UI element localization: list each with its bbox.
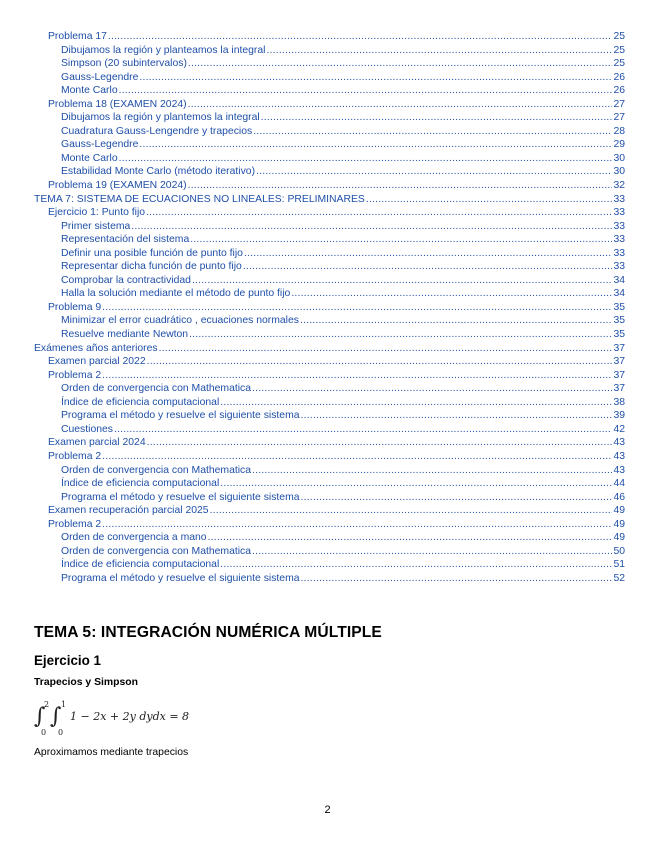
toc-entry-page: 34	[613, 288, 625, 300]
toc-entry[interactable]	[0, 369, 655, 383]
toc-entry-page: 33	[613, 234, 625, 246]
toc-dot-leader	[244, 247, 612, 261]
toc-dot-leader	[252, 464, 612, 478]
toc-entry[interactable]	[0, 193, 655, 207]
toc-entry[interactable]	[0, 531, 655, 545]
toc-dot-leader	[301, 572, 612, 586]
toc-dot-leader	[147, 355, 612, 369]
toc-entry-page: 35	[613, 315, 625, 327]
toc-entry-title: Gauss-Legendre	[61, 139, 139, 151]
toc-entry-page: 37	[613, 383, 625, 395]
toc-entry-title: Problema 9	[48, 301, 102, 313]
toc-entry[interactable]	[0, 301, 655, 315]
toc-entry[interactable]	[0, 111, 655, 125]
toc-entry-page: 37	[613, 356, 625, 368]
toc-entry-title: Exámenes años anteriores	[34, 342, 158, 354]
toc-dot-leader	[146, 206, 612, 220]
toc-entry-page: 35	[613, 329, 625, 341]
toc-dot-leader	[220, 477, 612, 491]
toc-entry[interactable]	[0, 409, 655, 423]
toc-entry-title: Representar dicha función de punto fijo	[61, 261, 242, 273]
toc-entry-page: 30	[613, 152, 625, 164]
toc-entry[interactable]	[0, 179, 655, 193]
toc-entry[interactable]	[0, 138, 655, 152]
toc-entry-page: 51	[613, 559, 625, 571]
toc-entry-title: Índice de eficiencia computacional	[61, 478, 220, 490]
toc-entry-title: Problema 2	[48, 369, 102, 381]
toc-entry-page: 50	[613, 545, 625, 557]
toc-dot-leader	[102, 450, 612, 464]
toc-entry-page: 49	[613, 532, 625, 544]
toc-entry-page: 33	[613, 193, 625, 205]
toc-entry-title: Orden de convergencia con Mathematica	[61, 464, 252, 476]
toc-entry-title: Halla la solución mediante el método de punto fijo	[61, 288, 291, 300]
toc-entry-page: 37	[613, 369, 625, 381]
toc-dot-leader	[114, 423, 612, 437]
toc-entry-page: 42	[613, 423, 625, 435]
toc-entry-page: 25	[613, 44, 625, 56]
outer-lower-limit: 0	[41, 728, 47, 737]
table-of-contents	[0, 30, 655, 585]
toc-entry[interactable]	[0, 314, 655, 328]
toc-entry-title: Programa el método y resuelve el siguiente sistema	[61, 491, 300, 503]
toc-entry-page: 30	[613, 166, 625, 178]
toc-entry-page: 46	[613, 491, 625, 503]
toc-entry[interactable]	[0, 464, 655, 478]
toc-dot-leader	[208, 531, 612, 545]
toc-entry-page: 26	[613, 85, 625, 97]
toc-dot-leader	[253, 125, 612, 139]
toc-dot-leader	[108, 30, 612, 44]
toc-entry-title: Representación del sistema	[61, 234, 190, 246]
toc-entry-title: Orden de convergencia con Mathematica	[61, 545, 252, 557]
toc-entry-page: 33	[613, 247, 625, 259]
toc-dot-leader	[301, 409, 612, 423]
toc-entry-page: 29	[613, 139, 625, 151]
toc-entry-title: Problema 19 (EXAMEN 2024)	[48, 180, 187, 192]
toc-entry-page: 27	[613, 112, 625, 124]
toc-dot-leader	[139, 71, 612, 85]
toc-dot-leader	[252, 545, 612, 559]
toc-entry-page: 37	[613, 342, 625, 354]
toc-entry[interactable]	[0, 572, 655, 586]
toc-entry[interactable]	[0, 84, 655, 98]
toc-entry[interactable]	[0, 477, 655, 491]
toc-entry[interactable]	[0, 382, 655, 396]
toc-dot-leader	[188, 98, 612, 112]
toc-entry-title: Índice de eficiencia computacional	[61, 559, 220, 571]
toc-entry-title: Examen parcial 2024	[48, 437, 146, 449]
toc-entry[interactable]	[0, 491, 655, 505]
toc-dot-leader	[119, 152, 612, 166]
toc-entry-page: 35	[613, 301, 625, 313]
toc-entry-title: Ejercicio 1: Punto fijo	[48, 207, 146, 219]
toc-dot-leader	[190, 233, 612, 247]
toc-entry[interactable]	[0, 328, 655, 342]
toc-entry[interactable]	[0, 165, 655, 179]
toc-entry-title: Estabilidad Monte Carlo (método iterativo)	[61, 166, 256, 178]
toc-entry-title: Resuelve mediante Newton	[61, 329, 189, 341]
toc-entry[interactable]	[0, 233, 655, 247]
toc-dot-leader	[301, 491, 612, 505]
toc-entry[interactable]	[0, 57, 655, 71]
toc-dot-leader	[189, 328, 612, 342]
toc-entry[interactable]	[0, 545, 655, 559]
toc-entry-page: 25	[613, 58, 625, 70]
toc-dot-leader	[102, 301, 612, 315]
toc-entry-title: Cuestiones	[61, 423, 113, 435]
toc-entry-page: 32	[613, 180, 625, 192]
toc-entry-title: Programa el método y resuelve el siguiente sistema	[61, 572, 300, 584]
toc-entry[interactable]	[0, 423, 655, 437]
toc-entry-title: Monte Carlo	[61, 85, 118, 97]
outer-upper-limit: 2	[44, 700, 50, 709]
toc-entry-page: 44	[613, 478, 625, 490]
toc-entry[interactable]	[0, 504, 655, 518]
toc-dot-leader	[102, 369, 612, 383]
toc-entry-page: 33	[613, 207, 625, 219]
toc-entry-title: Problema 2	[48, 518, 102, 530]
toc-entry-title: Problema 17	[48, 31, 107, 42]
toc-entry-page: 25	[613, 31, 625, 42]
toc-entry[interactable]	[0, 152, 655, 166]
toc-dot-leader	[220, 396, 612, 410]
toc-dot-leader	[210, 504, 612, 518]
toc-entry[interactable]	[0, 436, 655, 450]
toc-entry-title: Examen recuperación parcial 2025	[48, 505, 209, 517]
toc-dot-leader	[139, 138, 612, 152]
toc-dot-leader	[131, 220, 612, 234]
toc-entry[interactable]	[0, 125, 655, 139]
toc-dot-leader	[266, 44, 612, 58]
paragraph-text: Aproximamos mediante trapecios	[34, 747, 189, 758]
toc-entry-page: 49	[613, 505, 625, 517]
toc-dot-leader	[192, 274, 612, 288]
toc-entry-title: Orden de convergencia a mano	[61, 532, 207, 544]
toc-entry[interactable]	[0, 342, 655, 356]
toc-entry[interactable]	[0, 206, 655, 220]
integral-sign-inner: ∫	[50, 704, 62, 729]
toc-entry-title: Monte Carlo	[61, 152, 118, 164]
toc-entry-title: Definir una posible función de punto fijo	[61, 247, 243, 259]
toc-entry-title: Minimizar el error cuadrático , ecuaciones normales	[61, 315, 299, 327]
toc-entry-page: 43	[613, 437, 625, 449]
toc-entry-title: TEMA 7: SISTEMA DE ECUACIONES NO LINEALES: PRELIMINARES	[34, 193, 365, 205]
toc-entry-page: 34	[613, 274, 625, 286]
toc-entry-page: 52	[613, 572, 625, 584]
toc-dot-leader	[366, 193, 612, 207]
toc-entry[interactable]	[0, 30, 655, 44]
toc-dot-leader	[256, 165, 612, 179]
toc-dot-leader	[188, 179, 612, 193]
toc-entry[interactable]	[0, 247, 655, 261]
toc-entry-title: Primer sistema	[61, 220, 131, 232]
toc-entry-title: Índice de eficiencia computacional	[61, 396, 220, 408]
subheading: Trapecios y Simpson	[34, 677, 138, 688]
toc-dot-leader	[119, 84, 612, 98]
toc-entry[interactable]	[0, 518, 655, 532]
toc-entry[interactable]	[0, 355, 655, 369]
toc-entry-title: Programa el método y resuelve el siguiente sistema	[61, 410, 300, 422]
toc-entry-page: 49	[613, 518, 625, 530]
toc-entry-title: Problema 18 (EXAMEN 2024)	[48, 98, 187, 110]
toc-entry-title: Gauss-Legendre	[61, 71, 139, 83]
toc-dot-leader	[300, 314, 612, 328]
toc-entry-page: 43	[613, 450, 625, 462]
inner-lower-limit: 0	[58, 728, 64, 737]
toc-entry[interactable]	[0, 287, 655, 301]
toc-entry[interactable]	[0, 396, 655, 410]
toc-dot-leader	[220, 558, 612, 572]
toc-entry[interactable]	[0, 71, 655, 85]
toc-dot-leader	[243, 260, 612, 274]
toc-dot-leader	[188, 57, 612, 71]
section-heading: TEMA 5: INTEGRACIÓN NUMÉRICA MÚLTIPLE	[34, 624, 382, 641]
toc-entry[interactable]	[0, 260, 655, 274]
toc-dot-leader	[252, 382, 612, 396]
toc-dot-leader	[291, 287, 612, 301]
toc-entry-title: Dibujamos la región y planteamos la integral	[61, 44, 266, 56]
toc-entry-title: Orden de convergencia con Mathematica	[61, 383, 252, 395]
toc-entry[interactable]	[0, 220, 655, 234]
double-integral-formula	[34, 698, 234, 738]
toc-entry[interactable]	[0, 44, 655, 58]
toc-entry[interactable]	[0, 98, 655, 112]
toc-entry[interactable]	[0, 450, 655, 464]
toc-entry-title: Dibujamos la región y plantemos la integral	[61, 112, 260, 124]
toc-entry-page: 43	[613, 464, 625, 476]
toc-entry-page: 33	[613, 220, 625, 232]
toc-dot-leader	[102, 518, 612, 532]
toc-entry-title: Comprobar la contractividad	[61, 274, 191, 286]
page-number: 2	[324, 804, 331, 816]
toc-entry[interactable]	[0, 558, 655, 572]
toc-entry-page: 39	[613, 410, 625, 422]
toc-entry-title: Problema 2	[48, 450, 102, 462]
toc-entry-page: 33	[613, 261, 625, 273]
inner-upper-limit: 1	[61, 700, 67, 709]
toc-entry-title: Simpson (20 subintervalos)	[61, 58, 187, 70]
toc-entry-page: 27	[613, 98, 625, 110]
integral-sign-outer: ∫	[34, 704, 46, 729]
integrand: 1 − 2x + 2y dydx = 8	[70, 710, 190, 723]
toc-entry[interactable]	[0, 274, 655, 288]
toc-dot-leader	[147, 436, 612, 450]
toc-entry-title: Examen parcial 2022	[48, 356, 146, 368]
toc-entry-page: 38	[613, 396, 625, 408]
toc-dot-leader	[261, 111, 612, 125]
toc-entry-page: 26	[613, 71, 625, 83]
toc-dot-leader	[159, 342, 612, 356]
exercise-heading: Ejercicio 1	[34, 653, 101, 668]
toc-entry-title: Cuadratura Gauss-Lengendre y trapecios	[61, 125, 253, 137]
toc-entry-page: 28	[613, 125, 625, 137]
